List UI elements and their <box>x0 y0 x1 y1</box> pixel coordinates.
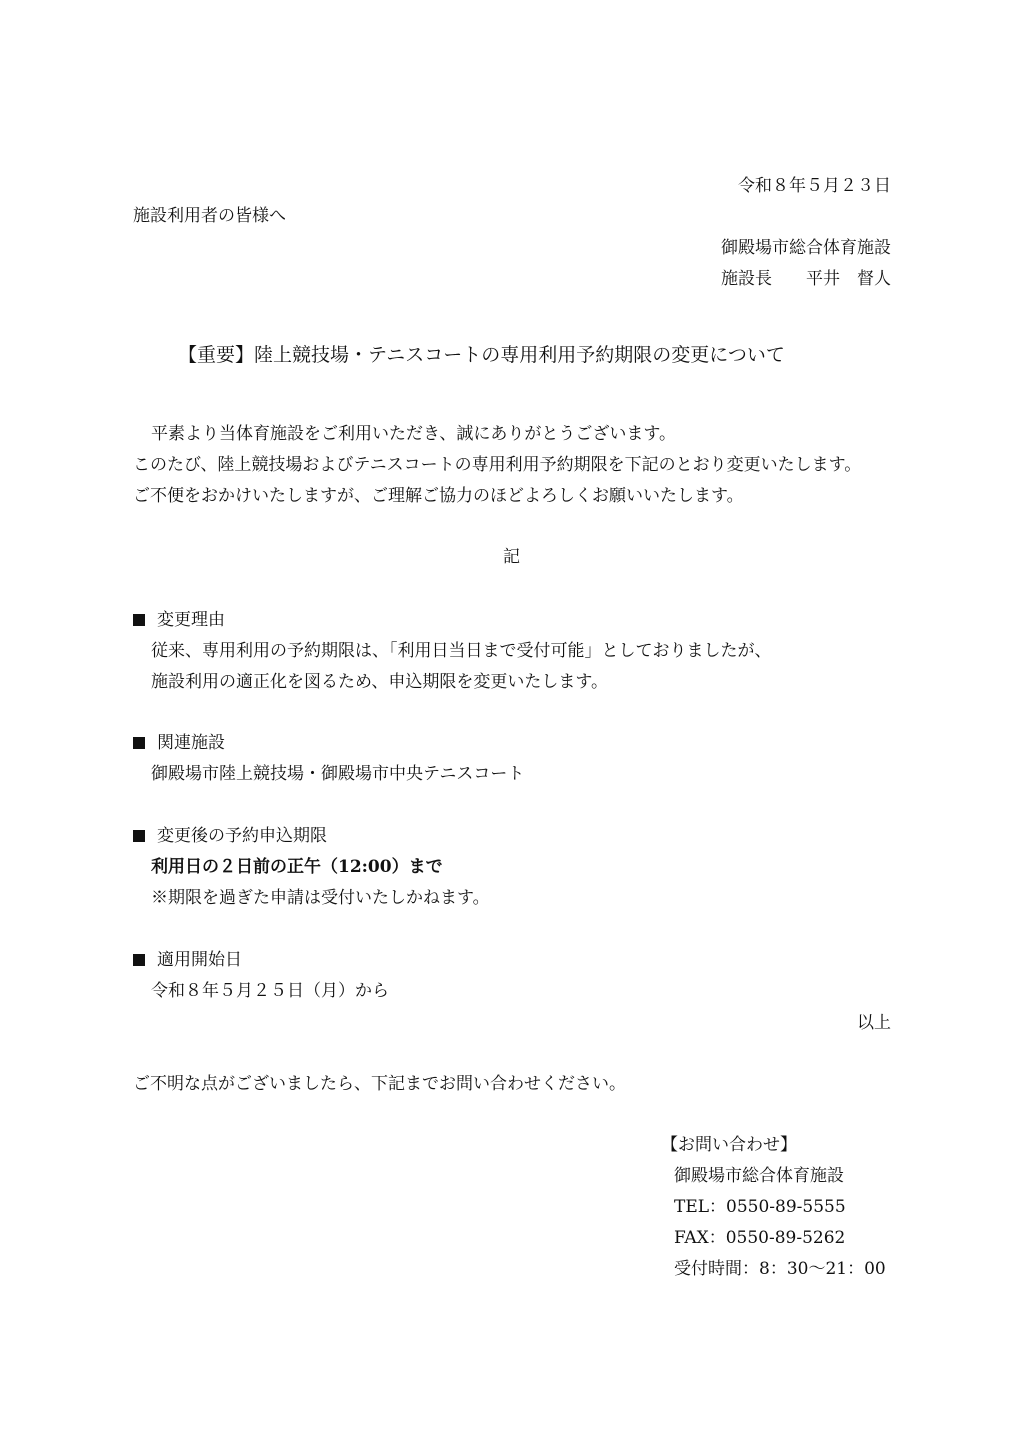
issuer-director: 施設長 平井 督人 <box>721 269 891 289</box>
reason-line-1: 従来、専用利用の予約期限は、「利用日当日まで受付可能」としておりましたが、 <box>151 641 772 661</box>
document-date: 令和８年５月２３日 <box>738 176 891 196</box>
deadline-line-2: ※期限を過ぎた申請は受付いたしかねます。 <box>151 888 490 908</box>
document-title: 【重要】陸上競技場・テニスコートの専用利用予約期限の変更について <box>178 344 785 366</box>
ki-marker: 記 <box>503 547 520 567</box>
square-bullet-icon <box>133 737 145 749</box>
square-bullet-icon <box>133 954 145 966</box>
section-heading-reason <box>133 612 225 629</box>
inquiry-note: ご不明な点がございましたら、下記までお問い合わせください。 <box>133 1074 626 1094</box>
body-line-1: 平素より当体育施設をご利用いただき、誠にありがとうございます。 <box>151 424 676 444</box>
contact-fax: FAX：0550-89-5262 <box>674 1228 846 1248</box>
section-heading-deadline <box>133 828 327 845</box>
issuer-organization: 御殿場市総合体育施設 <box>721 238 891 258</box>
reason-line-2: 施設利用の適正化を図るため、申込期限を変更いたします。 <box>151 672 608 692</box>
start-date-line-1: 令和８年５月２５日（月）から <box>151 981 389 1001</box>
section-heading-text: 関連施設 <box>157 733 225 753</box>
body-line-2: このたび、陸上競技場およびテニスコートの専用利用予約期限を下記のとおり変更いたします。 <box>133 455 862 475</box>
square-bullet-icon <box>133 614 145 626</box>
contact-name: 御殿場市総合体育施設 <box>674 1166 844 1186</box>
square-bullet-icon <box>133 830 145 842</box>
closing-ijou: 以上 <box>857 1013 891 1033</box>
section-heading-text: 変更理由 <box>157 610 225 630</box>
section-heading-start-date <box>133 952 242 969</box>
section-heading-text: 変更後の予約申込期限 <box>157 826 327 846</box>
body-line-3: ご不便をおかけいたしますが、ご理解ご協力のほどよろしくお願いいたします。 <box>133 486 744 506</box>
section-heading-facilities <box>133 735 225 752</box>
contact-hours: 受付時間：8：30〜21：00 <box>674 1259 886 1279</box>
contact-heading: 【お問い合わせ】 <box>661 1135 797 1155</box>
deadline-line-1: 利用日の２日前の正午（12:00）まで <box>151 857 443 877</box>
facilities-line-1: 御殿場市陸上競技場・御殿場市中央テニスコート <box>151 764 525 784</box>
contact-tel: TEL：0550-89-5555 <box>674 1197 846 1217</box>
section-heading-text: 適用開始日 <box>157 950 242 970</box>
recipient-line: 施設利用者の皆様へ <box>133 206 286 226</box>
